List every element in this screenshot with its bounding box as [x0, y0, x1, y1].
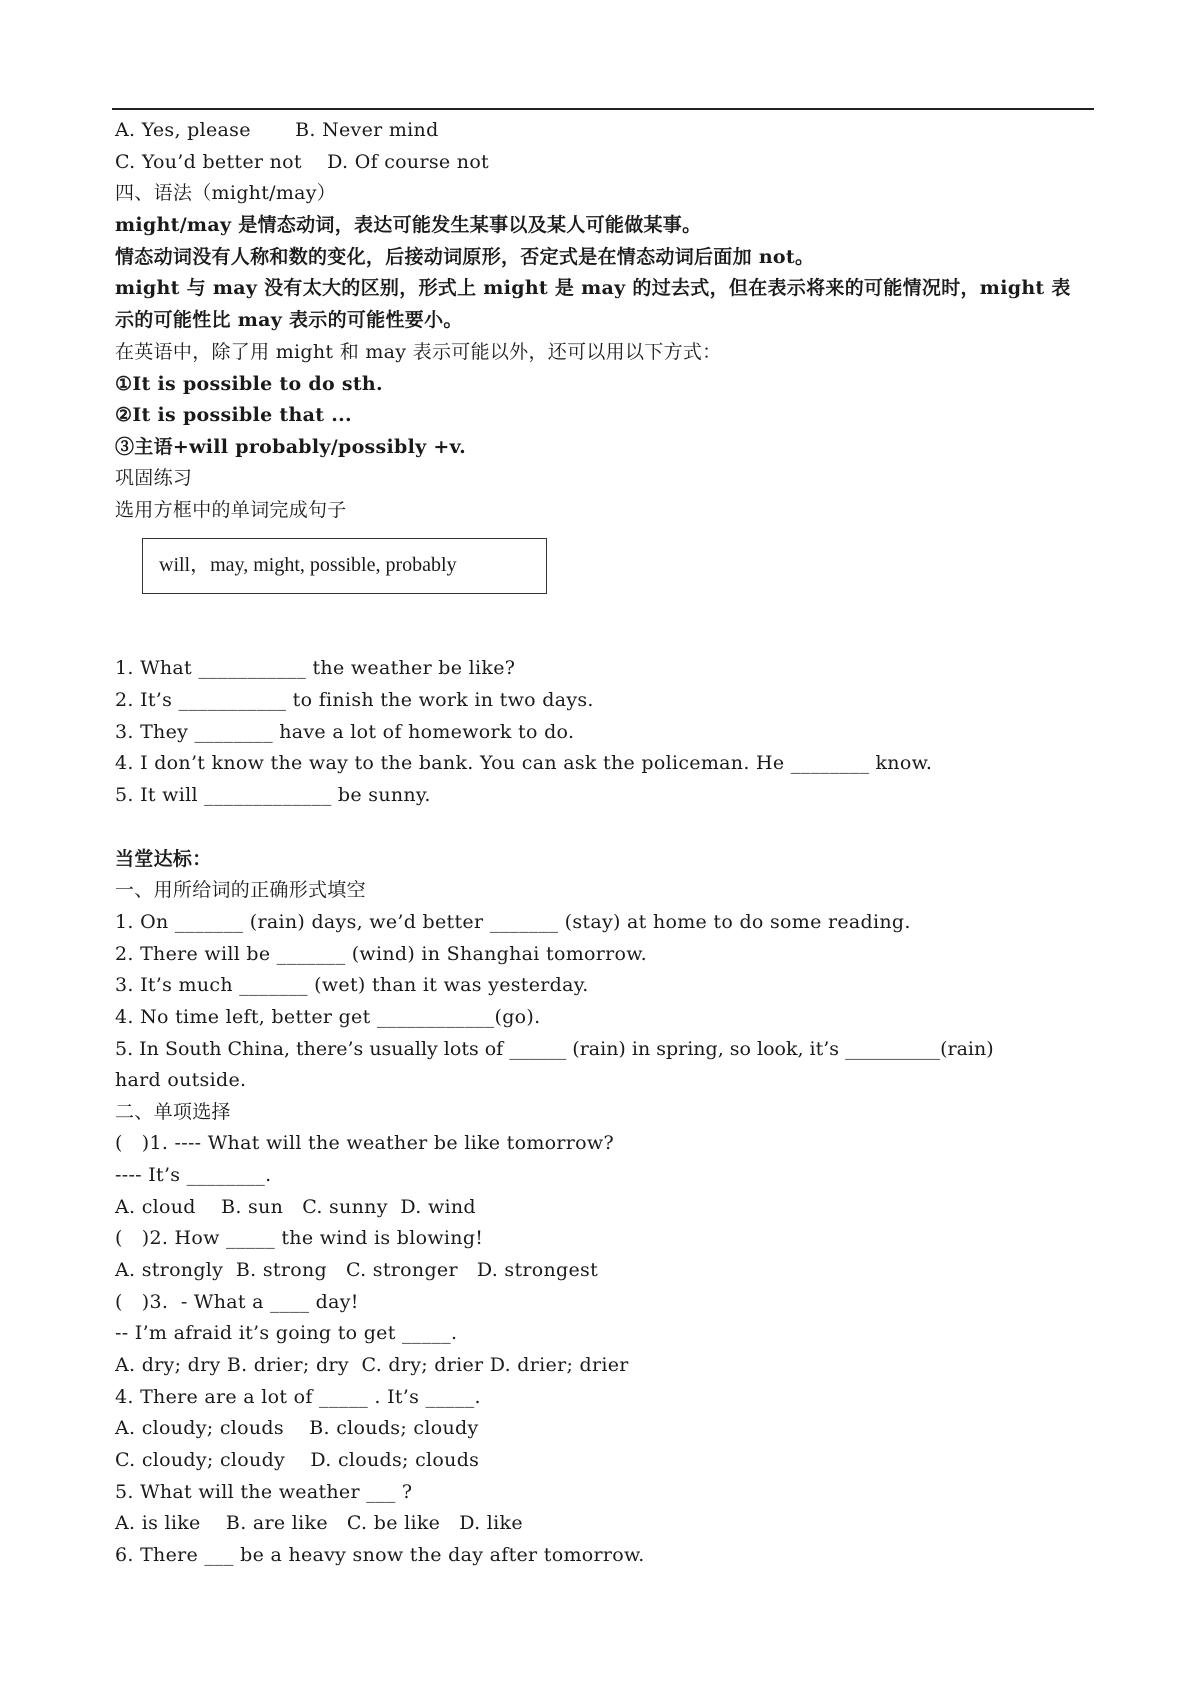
- grammar-heading: 四、语法（might/may）: [115, 182, 337, 204]
- header-rule: [112, 108, 1094, 110]
- choice-line: ( )2. How _____ the wind is blowing!: [115, 1227, 484, 1249]
- fill-item: 1. On _______ (rain) days, we’d better _______ (stay) at home to do some reading.: [115, 911, 911, 933]
- grammar-alt-form: ②It is possible that ...: [115, 404, 352, 426]
- choice-line: A. is like B. are like C. be like D. like: [115, 1512, 523, 1534]
- choice-line: ---- It’s ________.: [115, 1164, 272, 1186]
- part2-heading: 二、单项选择: [115, 1101, 231, 1123]
- option-line: C. You’d better not D. Of course not: [115, 151, 489, 173]
- choice-line: A. dry; dry B. drier; dry C. dry; drier D. drier; drier: [115, 1354, 629, 1376]
- practice-item: 2. It’s ___________ to finish the work in two days.: [115, 689, 594, 711]
- practice-instruction: 选用方框中的单词完成句子: [115, 499, 347, 521]
- grammar-rule: might/may 是情态动词，表达可能发生某事以及某人可能做某事。: [115, 214, 702, 236]
- choice-line: 6. There ___ be a heavy snow the day after tomorrow.: [115, 1544, 645, 1566]
- grammar-alt-intro: 在英语中，除了用 might 和 may 表示可能以外，还可以用以下方式：: [115, 341, 722, 363]
- class-test-heading: 当堂达标：: [115, 848, 212, 870]
- fill-item: 4. No time left, better get ____________(go).: [115, 1006, 541, 1028]
- choice-line: A. cloud B. sun C. sunny D. wind: [115, 1196, 476, 1218]
- grammar-rule: 示的可能性比 may 表示的可能性要小。: [115, 309, 463, 331]
- grammar-rule: 情态动词没有人称和数的变化，后接动词原形，否定式是在情态动词后面加 not。: [115, 246, 815, 268]
- choice-line: 4. There are a lot of _____ . It’s _____.: [115, 1386, 481, 1408]
- word-box: [142, 538, 547, 594]
- fill-item: 3. It’s much _______ (wet) than it was yesterday.: [115, 974, 589, 996]
- practice-item: 4. I don’t know the way to the bank. You can ask the policeman. He ________ know.: [115, 752, 933, 774]
- part1-heading: 一、用所给词的正确形式填空: [115, 879, 366, 901]
- grammar-alt-form: ③主语+will probably/possibly +v.: [115, 436, 466, 458]
- choice-line: ( )1. ---- What will the weather be like tomorrow?: [115, 1132, 614, 1154]
- choice-line: ( )3. - What a ____ day!: [115, 1291, 359, 1313]
- choice-line: A. cloudy; clouds B. clouds; cloudy: [115, 1417, 479, 1439]
- fill-item: 2. There will be _______ (wind) in Shanghai tomorrow.: [115, 943, 647, 965]
- option-line: A. Yes, please B. Never mind: [115, 119, 439, 141]
- choice-line: C. cloudy; cloudy D. clouds; clouds: [115, 1449, 480, 1471]
- grammar-rule: might 与 may 没有太大的区别，形式上 might 是 may 的过去式，但在表示将来的可能情况时，might 表: [115, 277, 1071, 299]
- choice-line: -- I’m afraid it’s going to get _____.: [115, 1322, 458, 1344]
- fill-item-continued: hard outside.: [115, 1069, 247, 1091]
- practice-item: 1. What ___________ the weather be like?: [115, 657, 516, 679]
- practice-item: 3. They ________ have a lot of homework to do.: [115, 721, 575, 743]
- word-box-text: will，may, might, possible, probably: [159, 554, 457, 576]
- practice-item: 5. It will _____________ be sunny.: [115, 784, 431, 806]
- choice-line: 5. What will the weather ___ ?: [115, 1481, 413, 1503]
- grammar-alt-form: ①It is possible to do sth.: [115, 373, 383, 395]
- choice-line: A. strongly B. strong C. stronger D. strongest: [115, 1259, 599, 1281]
- fill-item: 5. In South China, there’s usually lots of ______ (rain) in spring, so look, it’s __________(rain): [115, 1038, 994, 1060]
- practice-heading: 巩固练习: [115, 467, 193, 489]
